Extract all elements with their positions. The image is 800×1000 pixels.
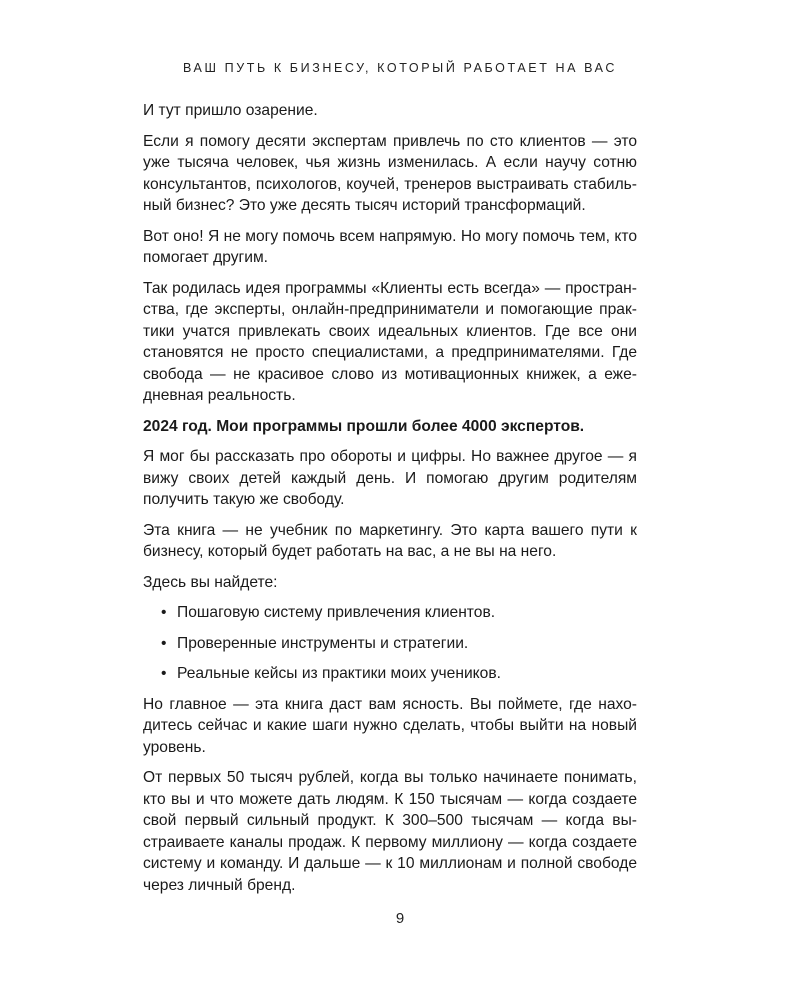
list-item <box>143 602 637 624</box>
paragraph-program-idea: Так родилась идея программы «Клиенты есть всегда» — пространства, где эксперты, онлайн-предприниматели и помогающие практики учатся привлекать своих идеальных клиентов. Где все они становятся не просто специалистами, а предпринимателями. Где свобода — не красивое слово из мотивационных книжек, а ежедневная реальность. <box>143 279 637 404</box>
list-item <box>143 663 637 685</box>
running-head: ВАШ ПУТЬ К БИЗНЕСУ, КОТОРЫЙ РАБОТАЕТ НА ВАС <box>183 61 617 75</box>
page-number: 9 <box>395 910 405 927</box>
bullet-dot-icon: • <box>161 665 167 682</box>
paragraph-insight: И тут пришло озарение. <box>143 102 318 119</box>
bullet-dot-icon: • <box>161 604 167 621</box>
heading-2024: 2024 год. Мои программы прошли более 4000 экспертов. <box>143 417 585 435</box>
paragraph-milestones: От первых 50 тысяч рублей, когда вы только начинаете понимать, кто вы и что можете дать людям. К 150 тысячам — когда создаете свой первый сильный продукт. К 300–500 тысячам — когда выстраиваете каналы продаж. К первому миллиону — когда создаете систему и команду. И дальше — к 10 миллионам и полной свободе через личный бренд. <box>143 769 637 894</box>
list-item-text: Пошаговую систему привлечения клиентов. <box>177 604 496 621</box>
bullet-dot-icon: • <box>161 634 167 652</box>
paragraph-book-map: Эта книга — не учебник по маркетингу. Это карта вашего пути к бизнесу, который будет работать на вас, а не вы на него. <box>143 521 637 560</box>
list-item-text: Реальные кейсы из практики моих учеников. <box>177 665 501 682</box>
paragraph-you-will-find: Здесь вы найдете: <box>143 573 278 591</box>
paragraph-clarity: Но главное — эта книга даст вам ясность. Вы поймете, где находитесь сейчас и какие шаги нужно сделать, чтобы выйти на новый уровень. <box>143 695 637 756</box>
list-item-text: Проверенные инструменты и стратегии. <box>177 634 469 652</box>
page-body <box>143 100 637 905</box>
list-item <box>143 633 637 655</box>
paragraph-ten-experts: Если я помогу десяти экспертам привлечь по сто клиентов — это уже тысяча человек, чья жизнь изменилась. А если научу сотню консультантов, психологов, коучей, тренеров выстраивать стабильный бизнес? Это уже десять тысяч историй трансформаций. <box>143 132 637 214</box>
paragraph-help-helpers: Вот оно! Я не могу помочь всем напрямую. Но могу помочь тем, кто помогает другим. <box>143 227 637 266</box>
bullet-list <box>143 602 637 685</box>
paragraph-turnover: Я мог бы рассказать про обороты и цифры. Но важнее другое — я вижу своих детей каждый день. И помогаю другим родителям получить такую же свободу. <box>143 448 637 508</box>
